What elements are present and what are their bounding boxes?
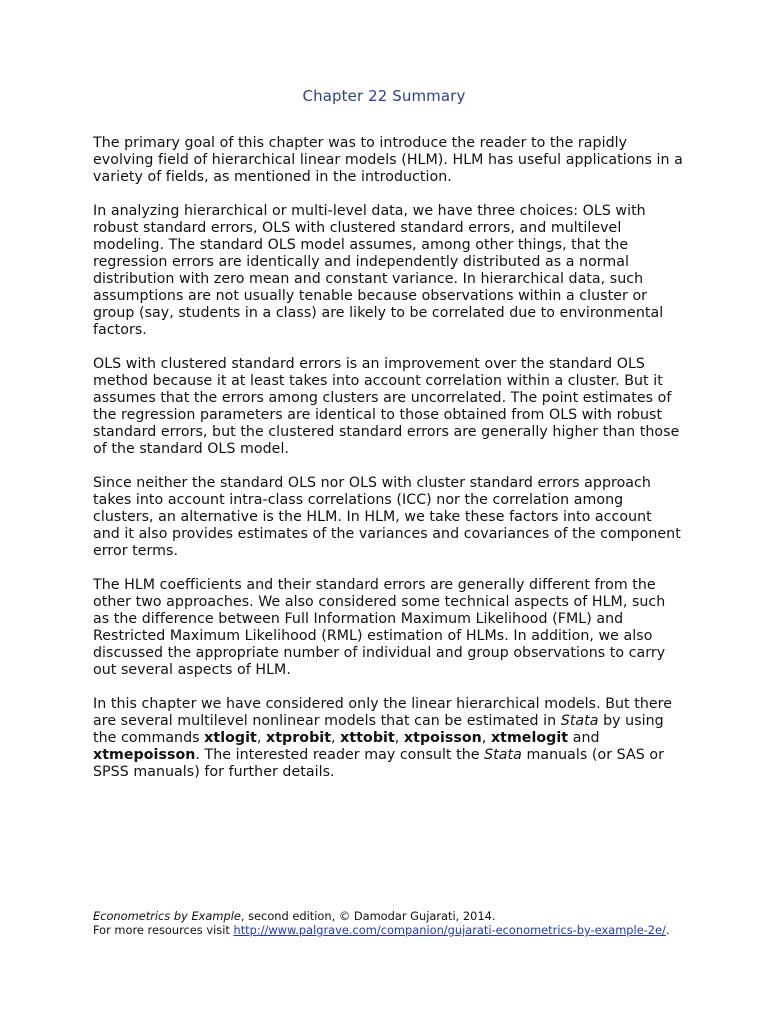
footer-resources (93, 923, 673, 937)
paragraph-text: and (568, 730, 600, 746)
paragraph (93, 356, 683, 458)
paragraph (93, 577, 683, 679)
citation-text: , second edition, © Damodar Gujarati, 2014. (240, 909, 496, 923)
resources-suffix: . (665, 923, 670, 937)
paragraph-text: , (481, 730, 491, 746)
paragraph-text: , (394, 730, 404, 746)
footer (93, 909, 673, 937)
paragraph-text: The HLM coefficients and their standard errors are generally different from the other two approaches. We also considered some technical aspects of HLM, such as the difference between Full Information Maximum Likelihood (FML) and Restricted Maximum Likelihood (RML) estimation of HLMs. In addition, we also discussed the appropriate number of individual and group observations to carry out several aspects of HLM. (93, 577, 666, 678)
paragraph-text: OLS with clustered standard errors is an improvement over the standard OLS method because it at least takes into account correlation within a cluster. But it assumes that the errors among clusters are uncorrelated. The point estimates of the regression parameters are identical to those obtained from OLS with robust standard errors, but the clustered standard errors are generally higher than those of the standard OLS model. (93, 356, 680, 457)
paragraph-text: manuals (or SAS or SPSS manuals) for further details. (93, 747, 664, 780)
paragraph (93, 696, 683, 781)
command-name: xtpoisson (403, 730, 482, 746)
emphasis-text: Stata (560, 713, 599, 729)
companion-link[interactable]: http://www.palgrave.com/companion/gujarati-econometrics-by-example-2e/ (233, 923, 666, 937)
paragraph (93, 203, 683, 339)
command-name: xttobit (340, 730, 395, 746)
paragraph-text: , (256, 730, 266, 746)
paragraph (93, 475, 683, 560)
resources-prefix: For more resources visit (93, 923, 234, 937)
command-name: xtmepoisson (93, 747, 196, 763)
paragraph-text: In this chapter we have considered only the linear hierarchical models. But there are several multilevel nonlinear models that can be estimated in (93, 696, 672, 729)
footer-citation (93, 909, 673, 923)
paragraph-text: . The interested reader may consult the (195, 747, 485, 763)
summary-body (93, 135, 683, 798)
page-title: Chapter 22 Summary (302, 87, 466, 105)
paragraph-text: by using the commands (93, 713, 664, 746)
command-name: xtprobit (266, 730, 332, 746)
command-name: xtlogit (204, 730, 257, 746)
paragraph-text: In analyzing hierarchical or multi-level data, we have three choices: OLS with robust standard errors, OLS with clustered standard errors, and multilevel modeling. The standard OLS model assumes, among other things, that the regression errors are identically and independently distributed as a normal distribution with zero mean and constant variance. In hierarchical data, such assumptions are not usually tenable because observations within a cluster or group (say, students in a class) are likely to be correlated due to environmental factors. (93, 203, 664, 338)
command-name: xtmelogit (490, 730, 569, 746)
book-title: Econometrics by Example (93, 909, 241, 923)
emphasis-text: Stata (484, 747, 522, 763)
paragraph-text: The primary goal of this chapter was to introduce the reader to the rapidly evolving field of hierarchical linear models (HLM). HLM has useful applications in a variety of fields, as mentioned in the introduction. (93, 135, 683, 185)
paragraph-text: Since neither the standard OLS nor OLS with cluster standard errors approach takes into account intra-class correlations (ICC) nor the correlation among clusters, an alternative is the HLM. In HLM, we take these factors into account and it also provides estimates of the variances and covariances of the component error terms. (93, 475, 681, 559)
paragraph-text: , (331, 730, 341, 746)
paragraph (93, 135, 683, 186)
